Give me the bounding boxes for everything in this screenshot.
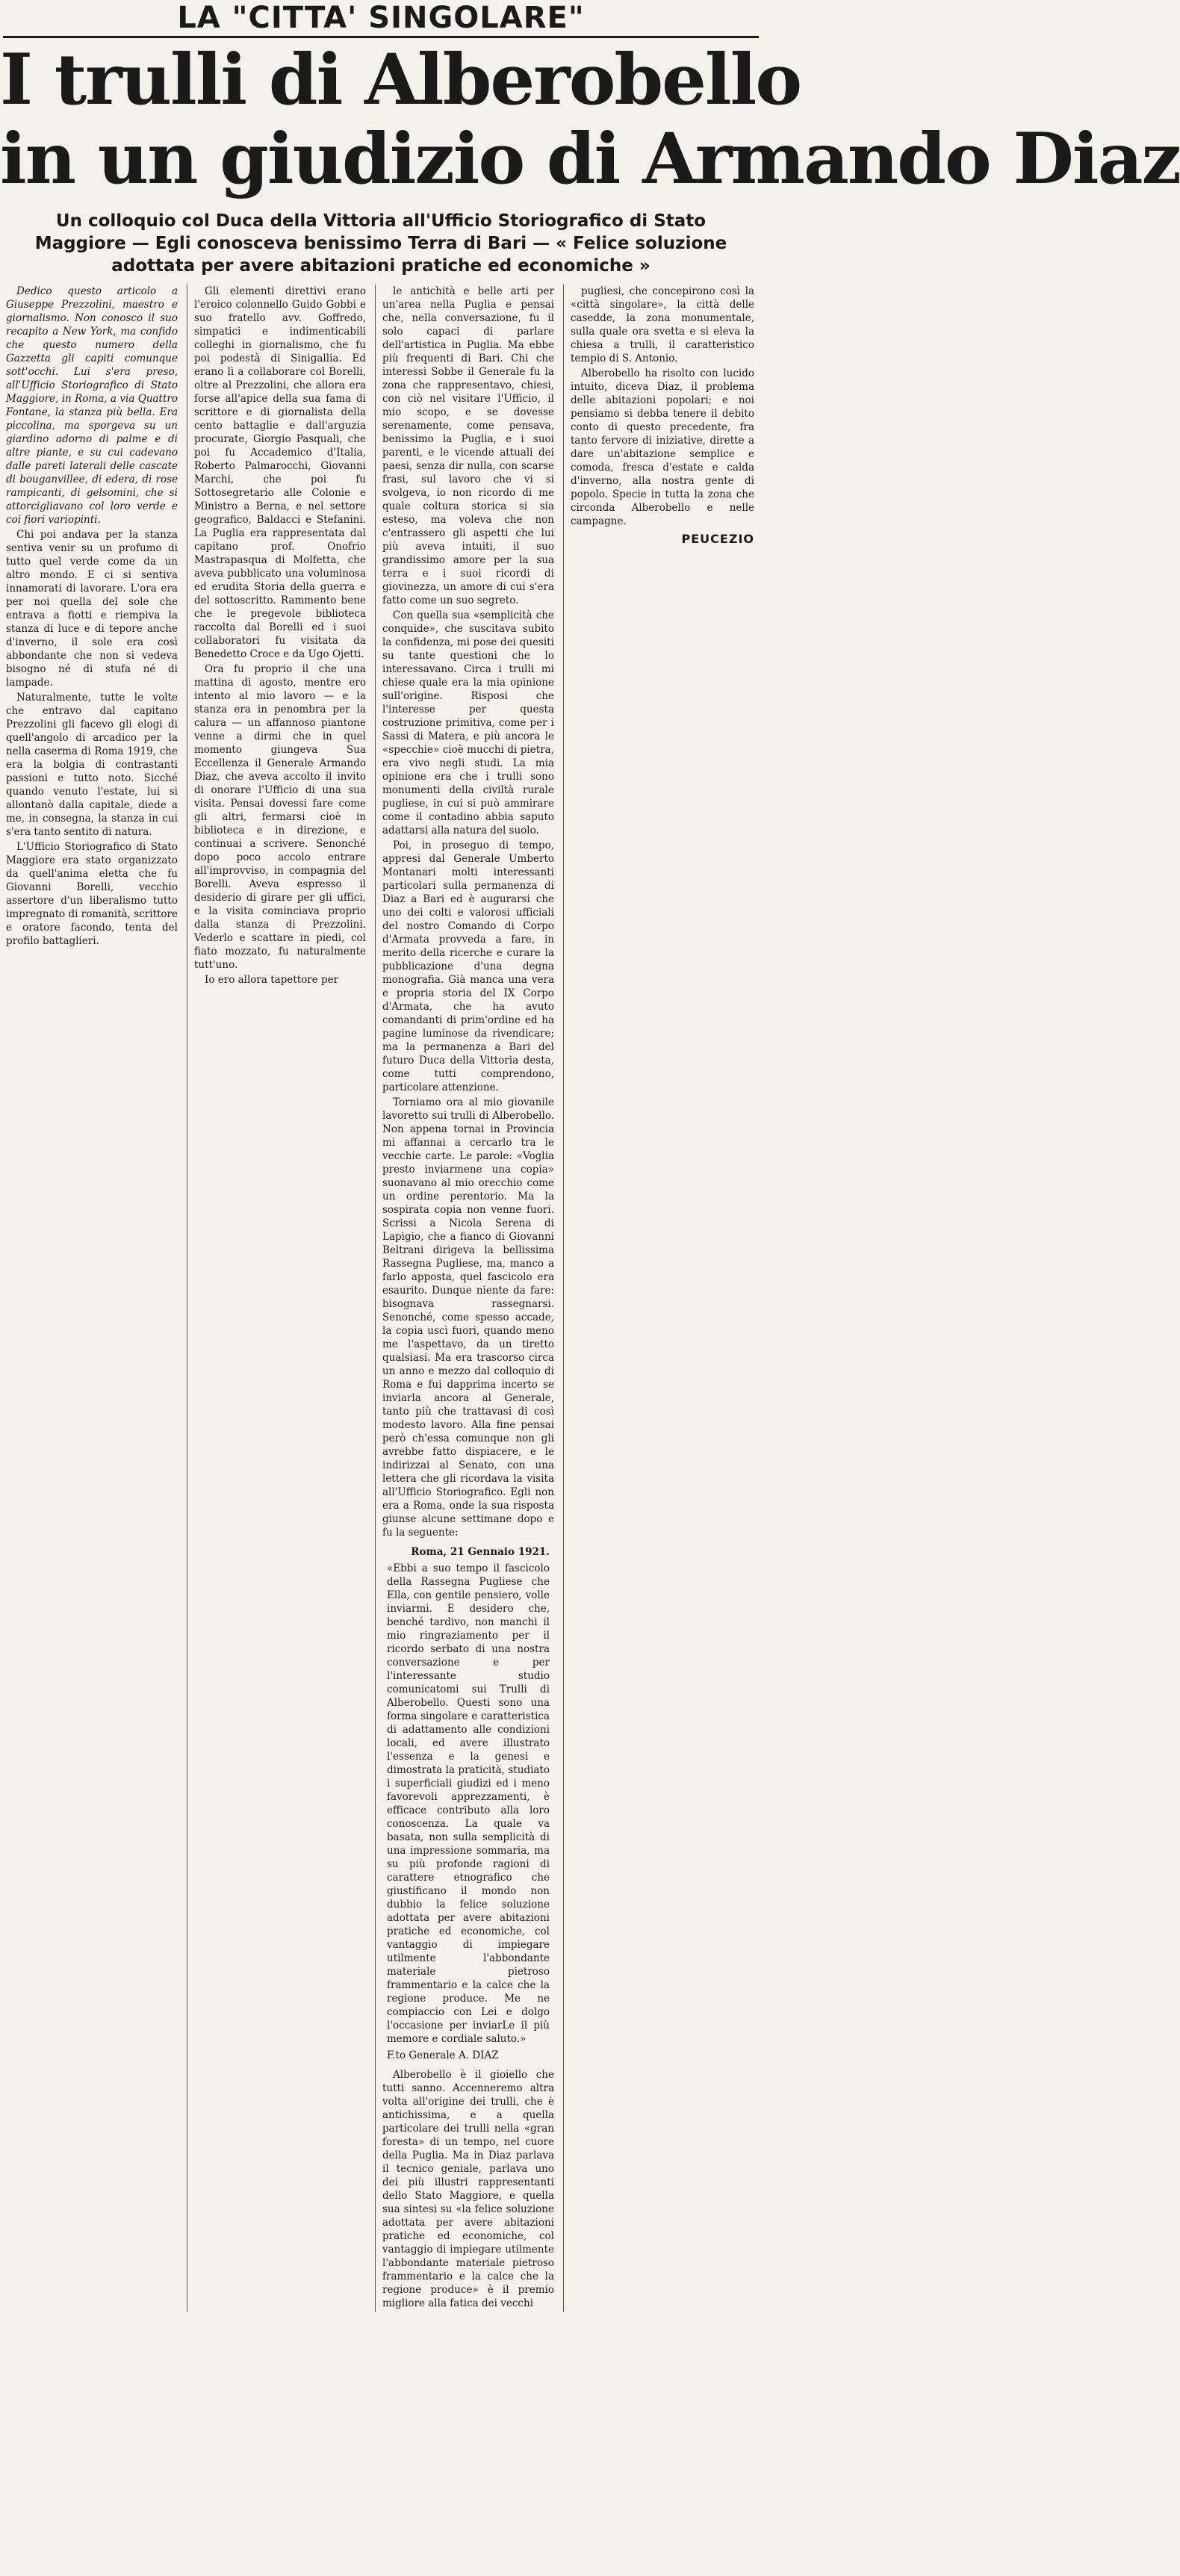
column-1 [6,285,178,949]
headline-line-2: in un giudizio di Armando Diaz [0,118,1180,200]
diaz-letter [387,1545,550,2062]
deck-subheading: Un colloquio col Duca della Vittoria all'Ufficio Storiografico di Stato Maggiore — Egli conosceva benissimo Terra di Bari — « Felice soluzione adottata per avere abitazioni pratiche ed economiche » [34,211,727,276]
column-4-paragraph: pugliesi, che concepirono così la «città singolare», la città delle casedde, la zona monumentale, sulla quale ora svetta e si eleva la chiesa a trulli, il caratteristico tempio di S. Antonio. [571,285,754,364]
column-3-paragraph: Alberobello è il gioiello che tutti sanno. Accenneremo altra volta all'origine dei trulli, che è antichissima, e a quella particolare dei trulli nella «gran foresta» di un tempo, nel cuore della Puglia. Ma in Diaz parlava il tecnico geniale, parlava uno dei più illustri rappresentanti dello Stato Maggiore, e quella sua sintesi su «la felice soluzione adottata per avere abitazioni pratiche ed economiche, col vantaggio di impiegare utilmente l'abbondante materiale pietroso frammentario e la calce che la regione produce» è il premio migliore alla fatica dei vecchi [382,2069,554,2309]
column-4-paragraph: Alberobello ha risolto con lucido intuito, diceva Diaz, il problema delle abitazioni popolari; e noi pensiamo si debba tenere il debito conto di questo precedente, fra tanto fervore di iniziative, dirette a dare un'abitazione semplice e comoda, fresca d'estate e calda d'inverno, alla nostra gente di popolo. Specie in tutta la zona che circonda Alberobello e nelle campagne. [571,367,754,527]
column-3-paragraph: Con quella sua «semplicità che conquide», che suscitava subito la confidenza, mi pose dei quesiti su tante questioni che lo interessavano. Circa i trulli mi chiese quale era la mia opinione sull'origine. Risposi che l'interesse per questa costruzione primitiva, come per i Sassi di Matera, e più ancora le «specchie» cioè mucchi di pietra, era vivo negli studi. La mia opinione era che i trulli sono monumenti della civiltà rurale pugliese, in cui si può ammirare come il contadino abbia saputo adattarsi alla natura del suolo. [382,609,554,837]
top-rule [3,36,759,38]
column-1-paragraph: Naturalmente, tutte le volte che entravo dal capitano Prezzolini gli facevo gli elogi di quell'angolo di arcadico per la nella caserma di Roma 1919, che era la bolgia di contrastanti passioni e tutto noto. Sicché quando venuto l'estate, lui si allontanò dalla capitale, diede a me, in consegna, la stanza in cui s'era tanto sentito di natura. [6,692,178,838]
column-2-paragraph: Gli elementi direttivi erano l'eroico colonnello Guido Gobbi e suo fratello avv. Goffredo, simpatici e indimenticabili colleghi in giornalismo, che fu poi podestà di Sinigallia. Ed erano lì a collaborare col Borelli, oltre al Prezzolini, che allora era forse all'apice della sua fama di scrittore e di giornalista della cento battaglie e dall'arguzia procurate, Giorgio Pasquali, che poi fu Accademico d'Italia, Roberto Palmarocchi, Giovanni Marchi, che poi fu Sottosegretario alle Colonie e Ministro a Berna, e nel settore geografico, Baldacci e Stefanini. La Puglia era rappresentata dal capitano prof. Onofrio Mastrapasqua di Molfetta, che aveva pubblicato una voluminosa ed erudita Storia della guerra e del sottoscritto. Rammento bene che le pregevole biblioteca raccolta dal Borelli ed i suoi collaboratori fu visitata da Benedetto Croce e da Ugo Ojetti. [194,285,366,660]
column-1-paragraph: Chi poi andava per la stanza sentiva venir su un profumo di tutto quel verde come da un altro mondo. E ci si sentiva innamorati di lavorare. L'ora era per noi quella del sole che entrava a fiotti e riempiva la stanza di luce e di tepore anche d'inverno, il sole era così abbondante che non si vedeva bisogno né di stufa né di lampade. [6,529,178,689]
section-rubric: LA "CITTA' SINGOLARE" [177,1,585,35]
column-1-paragraph: L'Ufficio Storiografico di Stato Maggiore era stato organizzato da quell'anima eletta che fu Giovanni Borelli, vecchio assertore d'un liberalismo tutto impregnato di romanità, scrittore e oratore facondo, tenta del profilo battaglieri. [6,841,178,947]
column-2-paragraph: Io ero allora tapettore per [205,974,339,986]
column-1-paragraph: Dedico questo articolo a Giuseppe Prezzolini, maestro e giornalismo. Non conosco il suo recapito a New York, ma confido che questo numero della Gazzetta gli capiti comunque sott'occhi. Lui s'era preso, all'Ufficio Storiografico di Stato Maggiore, in Roma, a via Quattro Fontane, la stanza più bella. Era piccolina, ma sporgeva su un giardino adorno di palme e di altre piante, e su cui cadevano dalle pareti laterali delle cascate di bouganvillee, di edera, di rose rampicanti, di gelsomini, che si attorcigliavano col loro verde e coi fiori variopinti. [6,285,178,526]
author-signature: PEUCEZIO [681,532,754,546]
column-divider [375,285,376,2312]
column-4 [571,285,754,546]
column-3-paragraph: Poi, in proseguo di tempo, appresi dal Generale Umberto Montanari molti interessanti particolari sulla permanenza di Diaz a Bari ed è augurarsi che uno dei colti e valorosi ufficiali del nostro Comando di Corpo d'Armata provveda a fare, in merito della ricerche e curare la pubblicazione d'una degna monografia. Già manca una vera e propria storia del IX Corpo d'Armata, che ha avuto comandanti di prim'ordine ed ha pagine luminose da rivendicare; ma la permanenza a Bari del futuro Duca della Vittoria desta, come tutti comprendono, particolare attenzione. [382,839,554,1093]
article-columns [0,285,762,2312]
headline-line-1: I trulli di Alberobello [0,39,801,121]
column-2-paragraph: Ora fu proprio il che una mattina di agosto, mentre ero intento al mio lavoro — e la stanza era in penombra per la calura — un affannoso piantone venne a dirmi che in quel momento giungeva Sua Eccellenza il Generale Armando Diaz, che aveva accolto il invito di onorare l'Ufficio di una sua visita. Pensai dovessi fare come gli altri, fermarsi cioè in biblioteca e in direzione, e continuai a scrivere. Senonché dopo poco accolo entrare all'improvviso, in compagnia del Borelli. Aveva espresso il desiderio di girare per gli uffici, e la visita cominciava proprio dalla stanza di Prezzolini. Vederlo e scattare in piedi, col fiato mozzato, fu naturalmente tutt'uno. [194,663,366,971]
column-2 [194,285,366,988]
column-3-paragraph: Torniamo ora al mio giovanile lavoretto sui trulli di Alberobello. Non appena tornai in Provincia mi affannai a cercarlo tra le vecchie carte. Le parole: «Voglia presto inviarmene una copia» suonavano al mio orecchio come un ordine perentorio. Ma la sospirata copia non venne fuori. Scrissi a Nicola Serena di Lapigio, che a fianco di Giovanni Beltrani dirigeva la bellissima Rassegna Pugliese, ma, manco a farlo apposta, quel fascicolo era esaurito. Dunque niente da fare: bisognava rassegnarsi. Senonché, come spesso accade, la copia uscì fuori, quando meno me l'aspettavo, da un tiretto qualsiasi. Ma era trascorso circa un anno e mezzo dal colloquio di Roma e fui dapprima incerto se inviarla ancora al Generale, tanto più che trattavasi di così modesto lavoro. Alla fine pensai però ch'essa comunque non gli avrebbe fatto dispiacere, e le indirizzai al Senato, con una lettera che gli ricordava la visita all'Ufficio Storiografico. Egli non era a Roma, onde la sua risposta giunse alcune settimane dopo e fu la seguente: [382,1096,554,1539]
letter-dateline: Roma, 21 Gennaio 1921. [411,1546,550,1558]
letter-signature: F.to Generale A. DIAZ [387,2049,499,2061]
column-3 [382,285,554,2312]
column-3-paragraph: le antichità e belle arti per un'area nella Puglia e pensai che, nella conversazione, fu il solo capaci di parlare dell'artistica in Puglia. Ma ebbe più frequenti di Bari. Chi che interessi Sobbe il Generale fu la zona che rappresentavo, chiesi, con ciò nel visitare l'Ufficio, il mio scopo, e se dovesse serenamente, come pensava, benissimo la Puglia, e i suoi parenti, e le vicende attuali dei paesi, senza dir nulla, con scarse frasi, sul lavoro che vi si svolgeva, io non ricordo di me quale coltura storica si sia esteso, ma voleva che non c'entrassero gli aspetti che lui più aveva intuiti, il suo grandissimo amore per la sua terra e i suoi ricordi di giovinezza, un amore di cui s'era fatto come un suo segreto. [382,285,554,606]
letter-body: «Ebbi a suo tempo il fascicolo della Rassegna Pugliese che Ella, con gentile pensiero, volle inviarmi. E desidero che, benché tardivo, non manchi il mio ringraziamento per il ricordo serbato di una nostra conversazione e per l'interessante studio comunicatomi sui Trulli di Alberobello. Questi sono una forma singolare e caratteristica di adattamento alle condizioni locali, ed avere illustrato l'essenza e la genesi e dimostrata la praticità, studiato i superficiali giudizi ed i meno favorevoli apprezzamenti, è efficace contributo alla loro conoscenza. La quale va basata, non sulla semplicità di una impressione sommaria, ma su più profonde ragioni di carattere etnografico che giustificano il mondo non dubbio la felice soluzione adottata per avere abitazioni pratiche ed economiche, col vantaggio di impiegare utilmente l'abbondante materiale pietroso frammentario e la calce che la regione produce. Me ne compiaccio con Lei e dolgo l'occasione per inviarLe il più memore e cordiale saluto.» [387,1562,550,2045]
column-divider [563,285,564,2312]
